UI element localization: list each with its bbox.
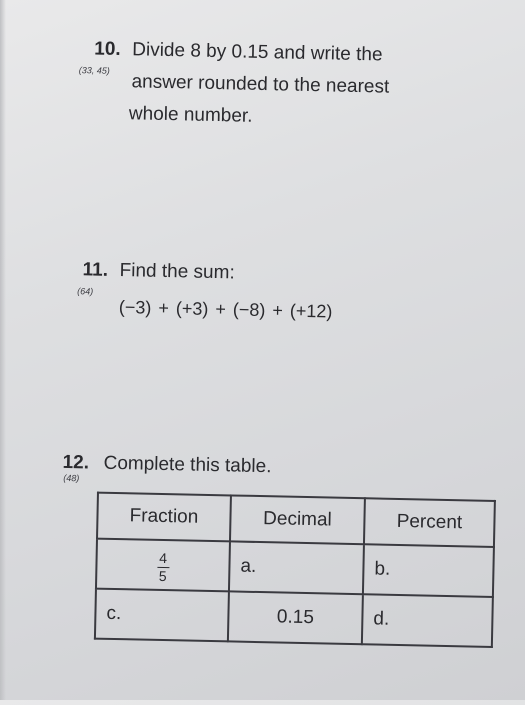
problem-10-line-2: answer rounded to the nearest xyxy=(131,71,390,98)
cell-percent-d: d. xyxy=(362,594,493,647)
problem-11-prompt: Find the sum: xyxy=(119,260,235,284)
table-row xyxy=(95,589,493,647)
header-fraction: Fraction xyxy=(97,493,231,542)
cell-percent-b: b. xyxy=(363,544,494,597)
problem-11-number: 11. xyxy=(82,259,109,281)
cell-fraction-four-fifths xyxy=(96,539,230,592)
header-percent: Percent xyxy=(364,498,495,547)
problem-12-prompt: Complete this table. xyxy=(103,452,272,478)
problem-10-reference: (33, 45) xyxy=(78,65,110,76)
fraction-decimal-percent-table xyxy=(94,492,496,648)
problem-12-number: 12. xyxy=(62,451,90,474)
problem-10-line-1: Divide 8 by 0.15 and write the xyxy=(132,39,383,66)
fraction-denominator: 5 xyxy=(158,567,167,584)
fraction-numerator: 4 xyxy=(159,549,168,566)
problem-10-number: 10. xyxy=(94,38,121,61)
fraction-four-fifths xyxy=(157,550,170,583)
table-header-row xyxy=(97,493,495,547)
cell-decimal-a: a. xyxy=(229,541,364,594)
problem-12-reference: (48) xyxy=(63,472,80,484)
problem-11-expression: (−3) + (+3) + (−8) + (+12) xyxy=(118,297,333,322)
problem-10-line-3: whole number. xyxy=(128,103,253,127)
problem-11-reference: (64) xyxy=(77,286,94,297)
header-decimal: Decimal xyxy=(230,495,365,544)
cell-fraction-c: c. xyxy=(95,589,229,642)
table-row xyxy=(96,539,494,597)
cell-decimal-value: 0.15 xyxy=(228,591,363,644)
